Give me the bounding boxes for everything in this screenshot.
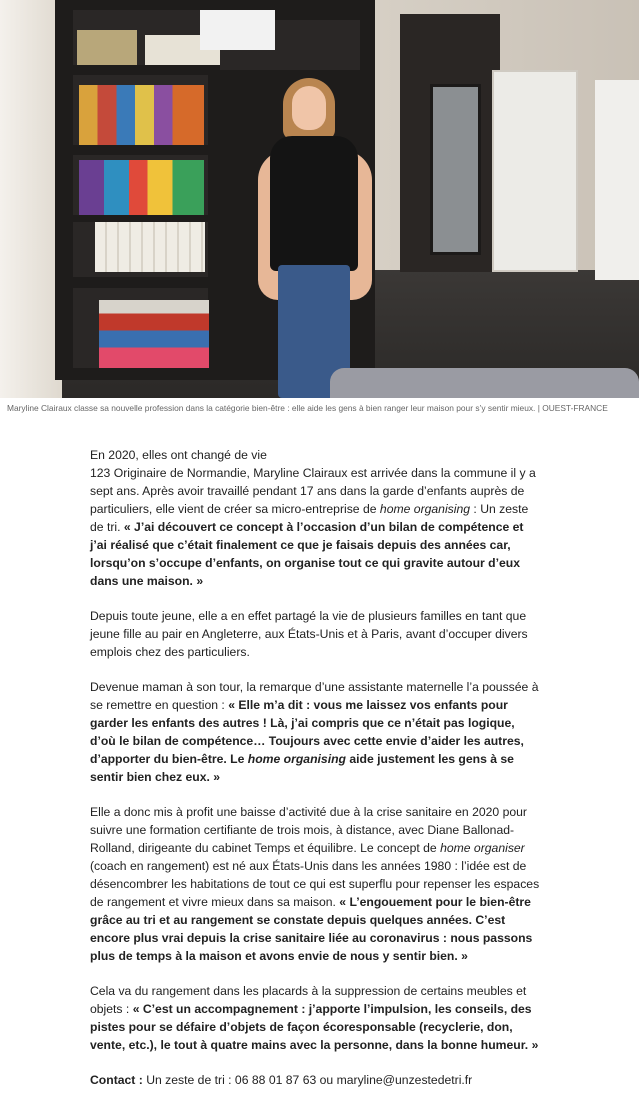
related-heading-line[interactable]: En 2020, elles ont changé de vie — [90, 448, 267, 462]
paragraph-2: Depuis toute jeune, elle a en effet partagé la vie de plusieurs familles en tant que jeune fille au pair en Angleterre, aux États-Unis et à Paris, avant d’occuper divers emplois chez des particuliers. — [90, 609, 528, 659]
photo-caption: Maryline Clairaux classe sa nouvelle profession dans la catégorie bien-être : elle aide les gens à bien ranger leur maison pour s’y sentir mieux. | OUEST-FRANCE — [7, 403, 608, 413]
photo-door-right — [595, 80, 639, 280]
photo-person-top — [270, 136, 358, 271]
quote: « C’est un accompagnement : j’apporte l’impulsion, les conseils, des pistes pour se défaire d’objets de façon écoresponsable (recyclerie, don, vente, etc.), le tout à quatre mains avec la personne, dans la bonne humeur. » — [90, 1002, 539, 1052]
contact-line — [90, 1071, 542, 1089]
article-photo — [0, 0, 639, 398]
paragraph-intro: En 2020, elles ont changé de vie 123 Originaire de Normandie, Maryline Clairaux est arrivée dans la commune il y a sept ans. Après avoir travaillé pendant 17 ans dans la garde d’enfants auprès de particuliers, elle vient de créer sa micro-entreprise de home organising : Un zeste de tri. « J’ai découvert ce concept à l’occasion d’un bilan de compétence et j’ai réalisé que c’était finalement ce que je faisais depuis des années car, lorsqu’on s’occupe d’enfants, on organise tout ce qui gravite autour d’eux dans une maison. » — [90, 448, 536, 588]
photo-curtain — [0, 0, 62, 398]
quote: « L’engouement pour le bien-être grâce au tri et au rangement se constate depuis quelques années. C’est encore plus vrai depuis la crise sanitaire liée au coronavirus : nous passons plus de temps à la maison et avons envie de nous y sentir bien. » — [90, 895, 533, 963]
photo-person-face — [292, 86, 326, 130]
paragraph-3: Devenue maman à son tour, la remarque d’une assistante maternelle l’a poussée à se remettre en question : « Elle m’a dit : vous me laissez vos enfants pour garder les enfants des autres ! Là, j’ai compris que ce n’était pas logique, d’où le bilan de compétence… Toujours avec cette envie d’aider les autres, d’apporter du bien-être. Le home organising aide justement les gens à se sentir bien chez eux. » — [90, 680, 539, 784]
photo-mirror — [430, 84, 481, 255]
paragraph-4: Elle a donc mis à profit une baisse d’activité due à la crise sanitaire en 2020 pour suivre une formation certifiante de trois mois, à distance, avec Diane Ballonad-Rolland, dirigeante du cabinet Temps et équilibre. Le concept de home organiser (coach en rangement) est né aux États-Unis dans les années 1980 : l’idée est de désencombrer les habitations de tout ce qui est superflu pour repenser les espaces de rangement et vivre mieux dans sa maison. « L’engouement pour le bien-être grâce au tri et au rangement se constate depuis quelques années. C’est encore plus vrai depuis la crise sanitaire liée au coronavirus : nous passons plus de temps à la maison et avons envie de nous y sentir bien. » — [90, 805, 540, 963]
paragraph-5: Cela va du rangement dans les placards à la suppression de certains meubles et objets : « C’est un accompagnement : j’apporte l’impulsion, les conseils, des pistes pour se défaire d’objets de façon écoresponsable (recyclerie, don, vente, etc.), le tout à quatre mains avec la personne, dans la bonne humeur. » — [90, 984, 539, 1052]
contact-details[interactable]: Un zeste de tri : 06 88 01 87 63 ou maryline@unzestedetri.fr — [142, 1073, 473, 1087]
photo-sofa — [330, 368, 639, 398]
article-body — [90, 446, 542, 1106]
photo-door — [492, 70, 578, 272]
quote: « J’ai découvert ce concept à l’occasion d’un bilan de compétence et j’ai réalisé que c’était finalement ce que je faisais depuis des années car, lorsqu’on s’occupe d’enfants, on organise tout ce qui gravite autour d’eux dans une maison. » — [90, 520, 524, 588]
contact-label: Contact : — [90, 1073, 143, 1087]
quote: « Elle m’a dit : vous me laissez vos enfants pour garder les enfants des autres ! Là, j’ai compris que ce n’était pas logique, d’où le bilan de compétence… Toujours avec cette envie d’aider les autres, d’apporter du bien-être. Le home organising aide justement les gens à se sentir bien chez eux. » — [90, 698, 524, 784]
